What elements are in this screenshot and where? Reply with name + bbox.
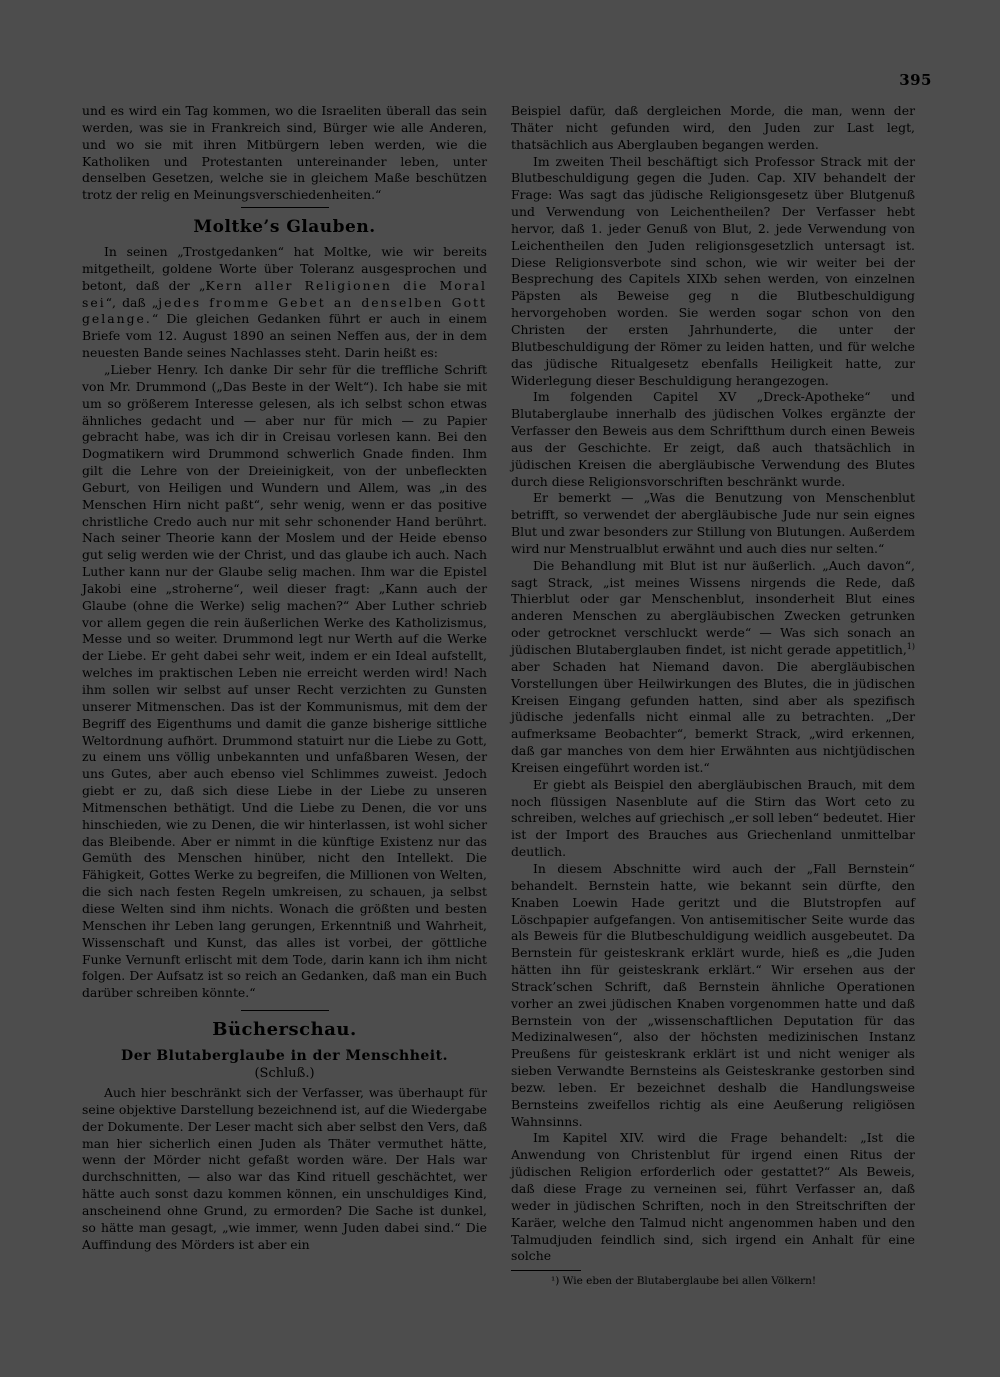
paragraph: und es wird ein Tag kommen, wo die Israeliten überall das sein werden, was sie in Frankreich sind, Bürger wie alle Anderen, und wo sie mit ihren Mitbürgern leben werden, wie die Katholiken und Protestanten untereinander leben, unter denselben Gesetzen, welche sie in gleichem Maße beschützen trotz der relig en Meinungsverschiedenheiten.“	[82, 103, 487, 203]
footnote-marker: 1)	[906, 641, 915, 651]
section-divider	[241, 1010, 329, 1011]
paragraph: Im zweiten Theil beschäftigt sich Professor Strack mit der Blutbeschuldigung gegen die Juden. Cap. XIV behandelt der Frage: Was sagt das jüdische Religionsgesetz über Blutgenuß und Verwendung von Leichentheilen? Der Verfasser hebt hervor, daß 1. jeder Genuß von Blut, 2. jede Verwendung von Leichentheilen den Juden religionsgesetzlich untersagt ist. Diese Religionsverbote sind schon, wie wir weiter bei der Besprechung des Capitels XIXb sehen werden, von einzelnen Päpsten als Beweise geg n die Blutbeschuldigung hervorgehoben worden. Sie werden sogar schon von den Christen der ersten Jahrhunderte, die unter der Blutbeschuldigung der Römer zu leiden hatten, und für welche das jüdische Ritualgesetz ebenfalls Heiligkeit hatte, zur Widerlegung dieser Beschuldigung herangezogen.	[511, 153, 915, 388]
paragraph: Die Behandlung mit Blut ist nur äußerlich. „Auch davon“, sagt Strack, „ist meines Wissens nirgends die Rede, daß Thierblut oder gar Menschenblut, insonderheit Blut eines anderen Menschen zu abergläubischen Zwecken getrunken oder getrocknet verschluckt werde“ — Was sich sonach an jüdischen Blutaberglauben findet, ist nicht gerade appetitlich,$^{1)}$ aber Schaden hat Niemand davon. Die abergläubischen Vorstellungen über Heilwirkungen des Blutes, die in jüdischen Kreisen Eingang gefunden hatten, sind aber als spezifisch jüdische jedenfalls nicht einmal alle zu betrachten. „Der aufmerksame Beobachter“, bemerkt Strack, „wird erkennen, daß gar manches von dem hier Erwähnten aus nichtjüdischen Kreisen eingeführt worden ist.“	[511, 557, 915, 775]
paragraph: Beispiel dafür, daß dergleichen Morde, die man, wenn der Thäter nicht gefunden wird, den Juden zur Last legt, thatsächlich aus Aberglauben begangen werden.	[511, 103, 915, 152]
emphasized-quote: Kern aller Religionen die Moral sei	[82, 277, 487, 310]
right-column	[511, 103, 915, 1288]
section-divider	[241, 207, 329, 208]
page-number: 395	[899, 71, 932, 89]
paragraph: Er giebt als Beispiel den abergläubischen Brauch, mit dem noch flüssigen Nasenblute auf die Stirn das Wort ceto zu schreiben, welches auf griechisch „er soll leben“ bedeutet. Hier ist der Import des Brauches aus Griechenland unmittelbar deutlich.	[511, 776, 915, 860]
left-column	[82, 103, 487, 1253]
section-heading-moltke: Moltke’s Glauben.	[193, 217, 376, 238]
paragraph: In seinen „Trostgedanken“ hat Moltke, wie wir bereits mitgetheilt, goldene Worte über Toleranz ausgesprochen und betont, daß der „Kern aller Religionen die Moral sei“, daß „jedes fromme Gebet an denselben Gott gelange.“ Die gleichen Gedanken führt er auch in einem Briefe vom 12. August 1890 an seinen Neffen aus, der in dem neuesten Bande seines Nachlasses steht. Darin heißt es:	[82, 244, 488, 361]
footnote-divider	[511, 1270, 581, 1271]
paragraph: Im Kapitel XIV. wird die Frage behandelt: „Ist die Anwendung von Christenblut für irgend einen Ritus der jüdischen Religion erforderlich oder gestattet?“ Als Beweis, daß diese Frage zu verneinen sei, führt Verfasser an, daß weder in jüdischen Schriften, noch in den Streitschriften der Karäer, welche den Talmud nicht angenommen haben und den Talmudjuden feindlich sind, sich irgend ein Anhalt für eine solche	[511, 1130, 915, 1264]
emphasized-quote: jedes fromme Gebet an denselben Gott gelange.	[82, 294, 488, 327]
section-heading-buecherschau: Bücherschau.	[212, 1019, 357, 1041]
footnote: ¹) Wie eben der Blutaberglaube bei allen Völkern!	[551, 1275, 817, 1288]
article-note: (Schluß.)	[254, 1066, 315, 1082]
paragraph: Auch hier beschränkt sich der Verfasser, was überhaupt für seine objektive Darstellung bezeichnend ist, auf die Wiedergabe der Dokumente. Der Leser macht sich aber selbst den Vers, daß man hier sicherlich einen Juden als Thäter vermuthet hätte, wenn der Mörder nicht gefaßt worden wäre. Der Hals war durchschnitten, — also war das Kind rituell geschächtet, wer hätte auch sonst dazu kommen können, ein unschuldiges Kind, anscheinend ohne Grund, zu ermorden? Die Sache ist dunkel, so hätte man gesagt, „wie immer, wenn Juden dabei sind.“ Die Auffindung des Mörders ist aber ein	[82, 1085, 487, 1252]
paragraph: In diesem Abschnitte wird auch der „Fall Bernstein“ behandelt. Bernstein hatte, wie bekannt sein dürfte, den Knaben Loewin Hade geritzt und die Blutstropfen auf Löschpapier aufgefangen. Von antisemitischer Seite wurde das als Beweis für die Blutbeschuldigung weidlich ausgebeutet. Da Bernstein für geisteskrank erklärt wurde, hieß es „die Juden hätten ihn für geisteskrank erklärt.“ Wir ersehen aus der Strack’schen Schrift, daß Bernstein ähnliche Operationen vorher an zwei jüdischen Knaben vorgenommen hatte und daß Bernstein von der „wissenschaftlichen Deputation für das Medizinalwesen“, also der höchsten medizinischen Instanz Preußens für geisteskrank erklärt ist und nicht weniger als sieben Verwandte Bernsteins als Geisteskranke gestorben sind bezw. leben. Er bezeichnet deshalb die Handlungsweise Bernsteins zweifellos richtig als eine Aeußerung religiösen Wahnsinns.	[511, 860, 915, 1129]
paragraph: Im folgenden Capitel XV „Dreck-Apotheke“ und Blutaberglaube innerhalb des jüdischen Volkes ergänzte der Verfasser den Beweis aus dem Schriftthum durch einen Beweis aus der Geschichte. Er zeigt, daß auch thatsächlich in jüdischen Kreisen die abergläubische Verwendung des Blutes durch diese Religionsvorschriften beschränkt wurde.	[511, 389, 915, 489]
paragraph: Er bemerkt — „Was die Benutzung von Menschenblut betrifft, so verwendet der abergläubische Jude nur sein eignes Blut und zwar besonders zur Stillung von Blutungen. Außerdem wird nur Menstrualblut erwähnt und auch dies nur selten.“	[511, 490, 915, 556]
letter-quote: „Lieber Henry. Ich danke Dir sehr für die treffliche Schrift von Mr. Drummond („Das Beste in der Welt“). Ich habe sie mit um so größerem Interesse gelesen, als ich selbst schon etwas ähnliches gedacht und — aber nur für mich — zu Papier gebracht habe, was ich dir in Creisau vorlesen kann. Bei den Dogmatikern wird Drummond schwerlich Gnade finden. Ihm gilt die Lehre von der Dreieinigkeit, von der unbefleckten Geburt, von Heiligen und Wundern und Allem, was „in des Menschen Hirn nicht paßt“, sehr wenig, wenn er das positive christliche Credo auch nur mit sehr schonender Hand berührt. Nach seiner Theorie kann der Moslem und der Heide ebenso gut selig werden wie der Christ, und das glaube ich auch. Nach Luther kann nur der Glaube selig machen. Ihm war die Epistel Jakobi eine „stroherne“, weil dieser fragt: „Kann auch der Glaube (ohne die Werke) selig machen?“ Aber Luther schrieb vor allem gegen die rein äußerlichen Werke des Katholizismus, Messe und so weiter. Drummond legt nur Werth auf die Werke der Liebe. Er geht dabei sehr weit, indem er ein Ideal aufstellt, welches im praktischen Leben nie erreicht werden wird! Nach ihm sollen wir selbst auf unser Recht verzichten zu Gunsten unserer Mitmenschen. Das ist der Kommunismus, mit dem der Begriff des Eigenthums und damit die ganze bisherige sittliche Weltordnung aufhört. Drummond statuirt nur die Liebe zu Gott, zu einem uns völlig unbekannten und unfaßbaren Wesen, der uns Gutes, aber auch ebenso viel Schlimmes zuweist. Jedoch giebt er zu, daß sich diese Liebe in der Liebe zu unseren Mitmenschen bethätigt. Und die Liebe zu Denen, die vor uns hinschieden, wie zu Denen, die wir hinterlassen, ist wohl sicher das Bleibende. Aber er nimmt in die künftige Existenz nur das Gemüth des Menschen hinüber, nicht den Intellekt. Die Fähigkeit, Gottes Werke zu begreifen, die Millionen von Welten, die sich nach festen Regeln umkreisen, zu schauen, ja selbst diese Welten sind ihm nichts. Wonach die größten und besten Menschen ihr Leben lang gerungen, Erkenntniß und Wahrheit, Wissenschaft und Kunst, das alles ist vorbei, der göttliche Funke Vernunft erlischt mit dem Tode, darin kann ich ihm nicht folgen. Der Aufsatz ist so reich an Gedanken, daß man ein Buch darüber schreiben könnte.“	[82, 361, 487, 1001]
article-title: Der Blutaberglaube in der Menschheit.	[121, 1048, 448, 1065]
